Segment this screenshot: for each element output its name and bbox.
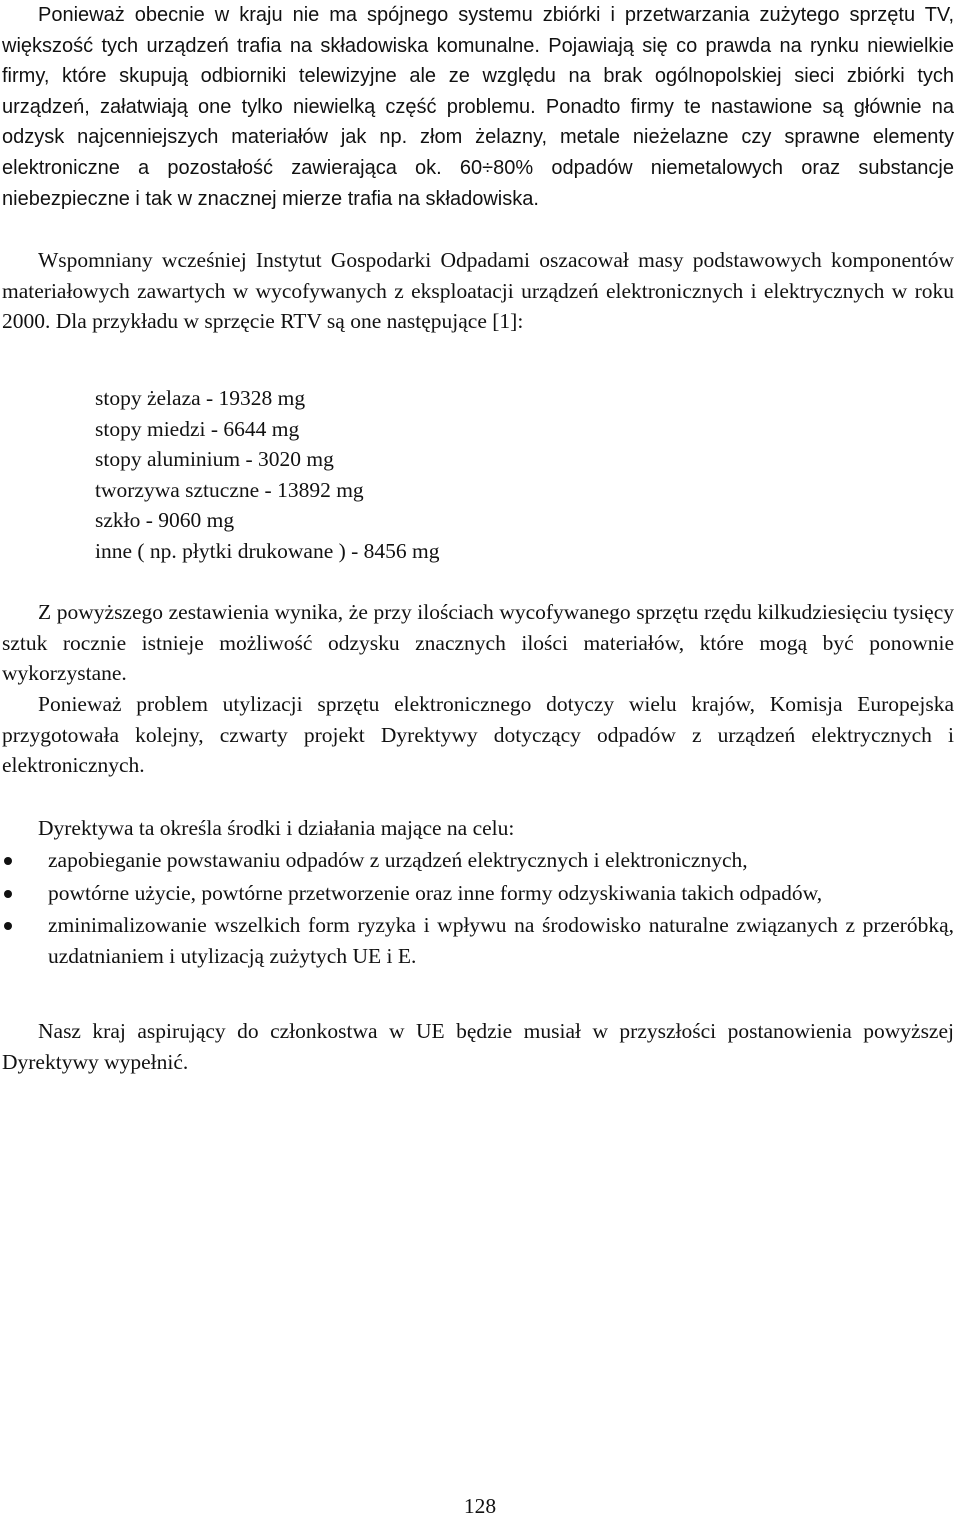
materials-list-item: stopy żelaza - 19328 mg xyxy=(95,386,306,410)
bullet-icon xyxy=(4,922,12,930)
materials-list-item: stopy aluminium - 3020 mg xyxy=(95,447,334,472)
materials-list-item: szkło - 9060 mg xyxy=(95,508,235,533)
materials-list-item: tworzywa sztuczne - 13892 mg xyxy=(95,477,364,502)
bullet-icon xyxy=(4,857,12,865)
goal-list-item xyxy=(2,910,954,971)
goal-list-item xyxy=(2,845,954,876)
materials-list-item: inne ( np. płytki drukowane ) - 8456 mg xyxy=(95,538,440,563)
paragraph-conclusion: Nasz kraj aspirujący do członkostwa w UE będzie musiał w przyszłości postanowienia powyższej Dyrektywy wypełnić. xyxy=(2,1019,954,1074)
paragraph-summary: Z powyższego zestawienia wynika, że przy ilościach wycofywanego sprzętu rzędu kilkudziesięciu tysięcy sztuk rocznie istnieje możliwość odzysku znacznych ilości materiałów, które mogą być ponownie wykorzystane. xyxy=(2,600,954,686)
directive-goals-list xyxy=(2,845,954,973)
materials-list xyxy=(95,383,440,567)
page-number: 128 xyxy=(463,1494,497,1518)
paragraph-tv-waste: Ponieważ obecnie w kraju nie ma spójnego systemu zbiórki i przetwarzania zużytego sprzętu TV, większość tych urządzeń trafia na składowiska komunalne. Pojawiają się co prawda na rynku niewielkie firmy, które skupują odbiorniki telewizyjne ale ze względu na brak ogólnopolskiej sieci zbiórki tych urządzeń, załatwiają one tylko niewielką część problemu. Ponadto firmy te nastawione są głównie na odzysk najcenniejszych materiałów jak np. złom żelazny, metale nieżelazne czy sprawne elementy elektroniczne a pozostałość zawierająca ok. 60÷80% odpadów niemetalowych oraz substancje niebezpieczne i tak w znacznej mierze trafia na składowiska. xyxy=(2,4,954,210)
goal-text: zapobieganie powstawaniu odpadów z urządzeń elektrycznych i elektronicznych, xyxy=(48,848,748,872)
paragraph-eu-directive: Ponieważ problem utylizacji sprzętu elektronicznego dotyczy wielu krajów, Komisja Europejska przygotowała kolejny, czwarty projekt Dyrektywy dotyczący odpadów z urządzeń elektrycznych i elektronicznych. xyxy=(2,692,954,778)
goal-text: powtórne użycie, powtórne przetworzenie oraz inne formy odzyskiwania takich odpadów, xyxy=(48,880,823,905)
goal-list-item xyxy=(2,878,954,909)
materials-list-item: stopy miedzi - 6644 mg xyxy=(95,416,300,441)
paragraph-institute-estimate: Wspomniany wcześniej Instytut Gospodarki Odpadami oszacował masy podstawowych komponentów materiałowych zawartych w wycofywanych z eksploatacji urządzeń elektronicznych i elektrycznych w roku 2000. Dla przykładu w sprzęcie RTV są one następujące [1]: xyxy=(2,248,954,334)
bullet-icon xyxy=(4,890,12,898)
goal-text: zminimalizowanie wszelkich form ryzyka i wpływu na środowisko naturalne związanych z przeróbką, uzdatnianiem i utylizacją zużytych UE i E. xyxy=(48,913,954,968)
paragraph-directive-intro: Dyrektywa ta określa środki i działania mające na celu: xyxy=(38,816,515,840)
